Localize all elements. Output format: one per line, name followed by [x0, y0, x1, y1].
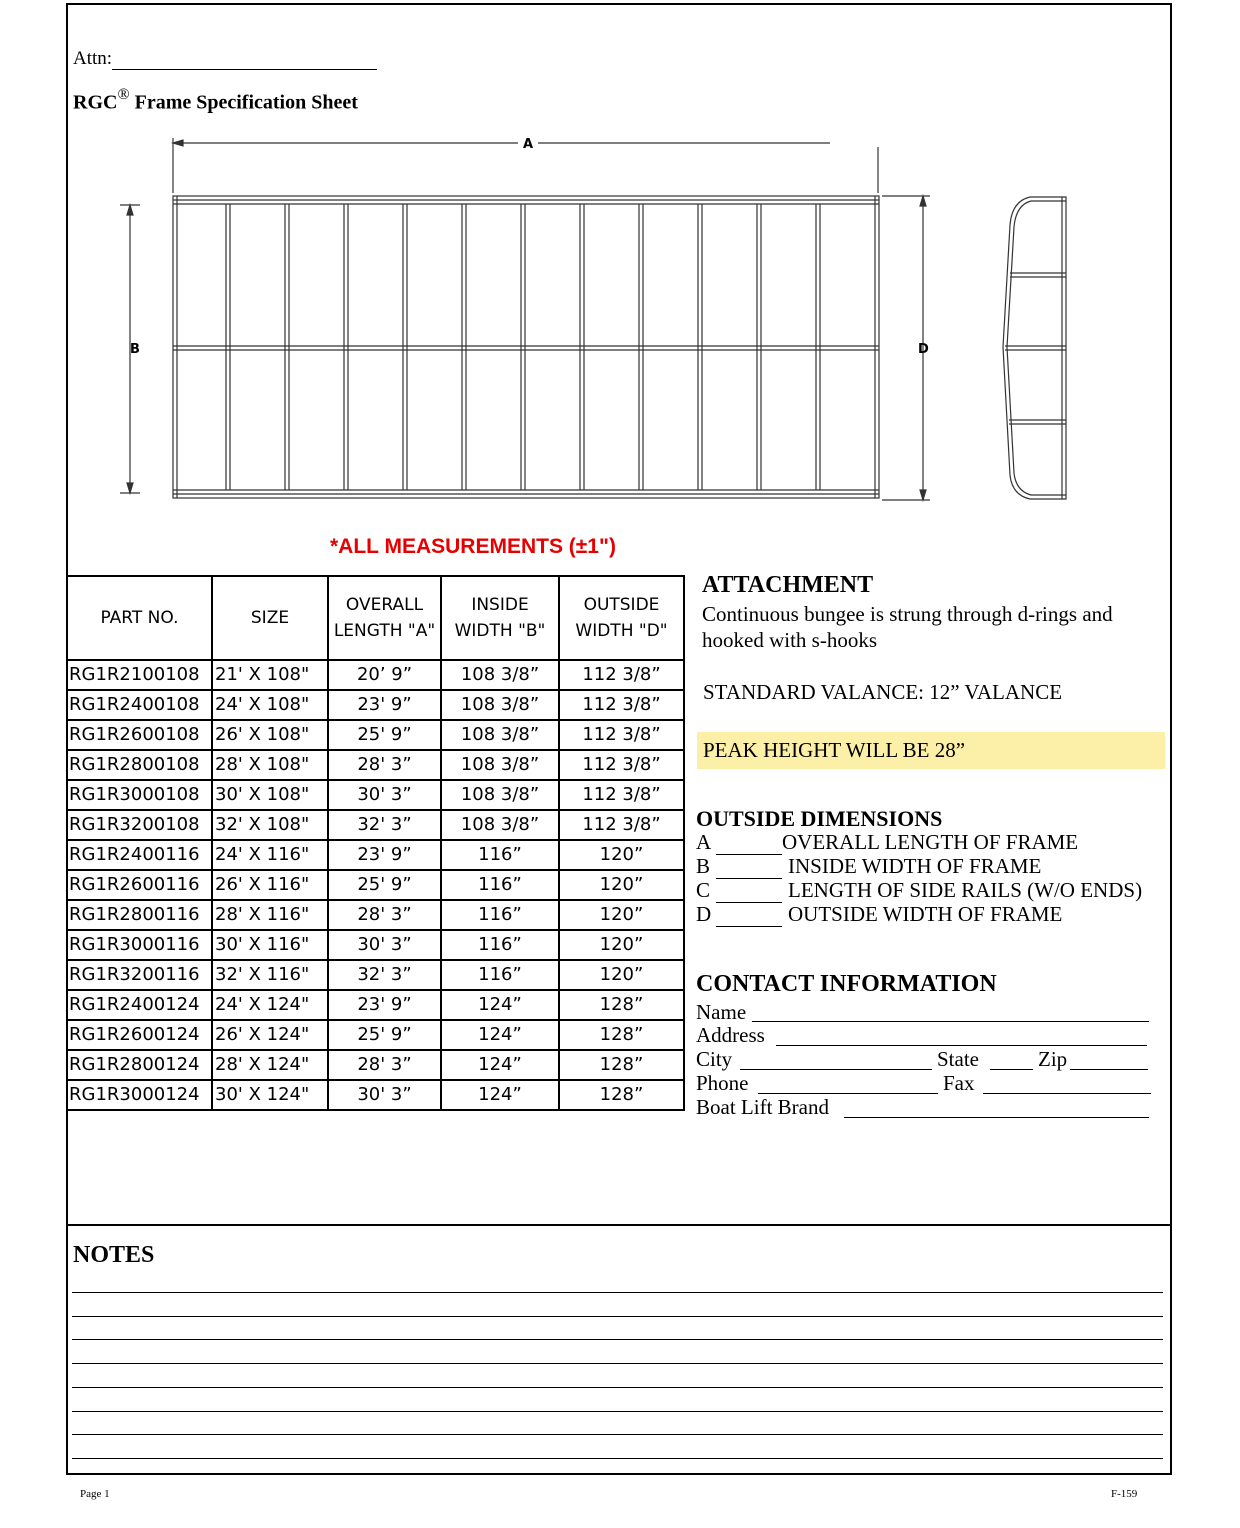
outside-dimensions-heading: OUTSIDE DIMENSIONS — [696, 806, 943, 831]
cell-part-no: RG1R2400116 — [67, 840, 212, 870]
table-header-row — [67, 576, 684, 660]
table-row — [67, 840, 684, 870]
registered-mark: ® — [117, 86, 130, 103]
dimension-row-d: D OUTSIDE WIDTH OF FRAME — [696, 902, 1063, 926]
cell-part-no: RG1R2400124 — [67, 990, 212, 1020]
cell-size: 28' X 108" — [212, 750, 328, 780]
contact-zip-label: Zip — [1038, 1047, 1068, 1071]
cell-part-no: RG1R2100108 — [67, 660, 212, 690]
cell-overall-length: 28' 3” — [328, 750, 441, 780]
table-row — [67, 750, 684, 780]
cell-part-no: RG1R3200108 — [67, 810, 212, 840]
cell-outside-width: 128” — [559, 990, 684, 1020]
table-row — [67, 1050, 684, 1080]
table-row — [67, 900, 684, 930]
cell-outside-width: 112 3/8” — [559, 690, 684, 720]
cell-size: 30' X 124" — [212, 1080, 328, 1110]
contact-zip-field[interactable] — [1070, 1069, 1148, 1070]
table-row — [67, 810, 684, 840]
col-header-overall: OVERALL LENGTH "A" — [328, 576, 441, 660]
contact-address-label: Address — [696, 1023, 765, 1047]
cell-part-no: RG1R2600116 — [67, 870, 212, 900]
cell-size: 28' X 124" — [212, 1050, 328, 1080]
cell-size: 24' X 108" — [212, 690, 328, 720]
table-row — [67, 660, 684, 690]
cell-outside-width: 128” — [559, 1050, 684, 1080]
notes-line[interactable] — [72, 1411, 1163, 1412]
cell-outside-width: 120” — [559, 840, 684, 870]
cell-outside-width: 112 3/8” — [559, 660, 684, 690]
cell-size: 26' X 108" — [212, 720, 328, 750]
cell-inside-width: 116” — [441, 930, 559, 960]
attachment-text: Continuous bungee is strung through d-rings and hooked with s-hooks — [702, 602, 1113, 652]
cell-outside-width: 112 3/8” — [559, 720, 684, 750]
dimension-b-blank[interactable] — [716, 860, 782, 879]
cell-outside-width: 120” — [559, 960, 684, 990]
contact-phone-field[interactable] — [758, 1093, 938, 1094]
cell-inside-width: 124” — [441, 1050, 559, 1080]
contact-name-label: Name — [696, 1000, 747, 1024]
cell-part-no: RG1R2800116 — [67, 900, 212, 930]
cell-overall-length: 23' 9” — [328, 840, 441, 870]
cell-outside-width: 120” — [559, 930, 684, 960]
cell-part-no: RG1R2800108 — [67, 750, 212, 780]
table-row — [67, 780, 684, 810]
dimension-c-blank[interactable] — [716, 884, 782, 903]
cell-size: 30' X 116" — [212, 930, 328, 960]
notes-line[interactable] — [72, 1434, 1163, 1435]
cell-overall-length: 28' 3” — [328, 1050, 441, 1080]
cell-overall-length: 32' 3” — [328, 960, 441, 990]
page-title: RGC® Frame Specification Sheet — [73, 86, 358, 114]
cell-outside-width: 128” — [559, 1080, 684, 1110]
cell-overall-length: 23' 9” — [328, 990, 441, 1020]
attn-field — [73, 48, 377, 70]
cell-inside-width: 116” — [441, 840, 559, 870]
contact-phone-label: Phone — [696, 1071, 749, 1095]
valance-text: STANDARD VALANCE: 12” VALANCE — [703, 680, 1063, 704]
table-row — [67, 1080, 684, 1110]
notes-line[interactable] — [72, 1363, 1163, 1364]
cell-outside-width: 112 3/8” — [559, 780, 684, 810]
contact-city-label: City — [696, 1047, 733, 1071]
cell-size: 26' X 124" — [212, 1020, 328, 1050]
cell-inside-width: 116” — [441, 900, 559, 930]
cell-inside-width: 108 3/8” — [441, 720, 559, 750]
cell-part-no: RG1R3000116 — [67, 930, 212, 960]
cell-size: 28' X 116" — [212, 900, 328, 930]
contact-heading: CONTACT INFORMATION — [696, 971, 997, 997]
cell-outside-width: 112 3/8” — [559, 750, 684, 780]
cell-inside-width: 108 3/8” — [441, 660, 559, 690]
contact-name-field[interactable] — [752, 1021, 1149, 1022]
cell-outside-width: 128” — [559, 1020, 684, 1050]
cell-part-no: RG1R3200116 — [67, 960, 212, 990]
cell-outside-width: 120” — [559, 870, 684, 900]
cell-part-no: RG1R3000108 — [67, 780, 212, 810]
spec-table — [66, 575, 685, 1111]
col-header-size: SIZE — [212, 576, 328, 660]
cell-inside-width: 108 3/8” — [441, 690, 559, 720]
contact-brand-field[interactable] — [844, 1117, 1149, 1118]
cell-outside-width: 120” — [559, 900, 684, 930]
cell-overall-length: 28' 3” — [328, 900, 441, 930]
cell-size: 24' X 116" — [212, 840, 328, 870]
page-number: Page 1 — [80, 1488, 110, 1500]
cell-inside-width: 124” — [441, 990, 559, 1020]
contact-fax-field[interactable] — [983, 1093, 1151, 1094]
contact-city-field[interactable] — [740, 1069, 932, 1070]
attachment-heading: ATTACHMENT — [702, 572, 874, 598]
table-row — [67, 960, 684, 990]
cell-size: 24' X 124" — [212, 990, 328, 1020]
form-number: F-159 — [1111, 1488, 1138, 1500]
cell-inside-width: 108 3/8” — [441, 810, 559, 840]
table-row — [67, 1020, 684, 1050]
table-row — [67, 690, 684, 720]
cell-part-no: RG1R2400108 — [67, 690, 212, 720]
notes-line[interactable] — [72, 1458, 1163, 1459]
table-row — [67, 930, 684, 960]
cell-size: 21' X 108" — [212, 660, 328, 690]
contact-address-field[interactable] — [776, 1045, 1147, 1046]
col-header-inside: INSIDE WIDTH "B" — [441, 576, 559, 660]
table-row — [67, 990, 684, 1020]
cell-size: 32' X 116" — [212, 960, 328, 990]
contact-fax-label: Fax — [943, 1071, 975, 1095]
contact-state-label: State — [937, 1047, 979, 1071]
cell-overall-length: 25' 9” — [328, 870, 441, 900]
contact-state-field[interactable] — [990, 1069, 1033, 1070]
frame-drawing — [100, 125, 1100, 515]
cell-overall-length: 20’ 9” — [328, 660, 441, 690]
cell-inside-width: 108 3/8” — [441, 780, 559, 810]
attn-blank[interactable] — [112, 51, 377, 70]
cell-overall-length: 30' 3” — [328, 780, 441, 810]
cell-size: 26' X 116" — [212, 870, 328, 900]
dimension-row-b: B INSIDE WIDTH OF FRAME — [696, 854, 1042, 878]
cell-overall-length: 25' 9” — [328, 1020, 441, 1050]
cell-overall-length: 32' 3” — [328, 810, 441, 840]
cell-inside-width: 124” — [441, 1020, 559, 1050]
notes-line[interactable] — [72, 1339, 1163, 1340]
peak-height-note: PEAK HEIGHT WILL BE 28” — [697, 732, 1165, 769]
dimension-a-blank[interactable] — [716, 836, 782, 855]
dimension-label-b: B — [130, 342, 140, 357]
table-row — [67, 720, 684, 750]
cell-overall-length: 25' 9” — [328, 720, 441, 750]
col-header-outside: OUTSIDE WIDTH "D" — [559, 576, 684, 660]
measurement-tolerance-note: *ALL MEASUREMENTS (±1") — [330, 535, 616, 558]
cell-overall-length: 30' 3” — [328, 1080, 441, 1110]
notes-divider — [66, 1224, 1170, 1226]
cell-overall-length: 23' 9” — [328, 690, 441, 720]
dimension-label-a: A — [523, 137, 534, 152]
dimension-label-d: D — [918, 342, 929, 357]
cell-size: 30' X 108" — [212, 780, 328, 810]
dimension-row-a: A OVERALL LENGTH OF FRAME — [696, 830, 1079, 854]
cell-inside-width: 116” — [441, 960, 559, 990]
contact-brand-label: Boat Lift Brand — [696, 1095, 829, 1119]
dimension-row-c: C LENGTH OF SIDE RAILS (W/O ENDS) — [696, 878, 1143, 902]
cell-size: 32' X 108" — [212, 810, 328, 840]
cell-part-no: RG1R2800124 — [67, 1050, 212, 1080]
cell-outside-width: 112 3/8” — [559, 810, 684, 840]
table-row — [67, 870, 684, 900]
cell-overall-length: 30' 3” — [328, 930, 441, 960]
dimension-d-blank[interactable] — [716, 908, 782, 927]
notes-line[interactable] — [72, 1387, 1163, 1388]
cell-part-no: RG1R3000124 — [67, 1080, 212, 1110]
cell-part-no: RG1R2600108 — [67, 720, 212, 750]
cell-part-no: RG1R2600124 — [67, 1020, 212, 1050]
cell-inside-width: 108 3/8” — [441, 750, 559, 780]
notes-heading: NOTES — [73, 1242, 155, 1268]
cell-inside-width: 124” — [441, 1080, 559, 1110]
cell-inside-width: 116” — [441, 870, 559, 900]
attn-label: Attn: — [73, 48, 113, 69]
notes-line[interactable] — [72, 1316, 1163, 1317]
col-header-part: PART NO. — [67, 576, 212, 660]
notes-line[interactable] — [72, 1292, 1163, 1293]
